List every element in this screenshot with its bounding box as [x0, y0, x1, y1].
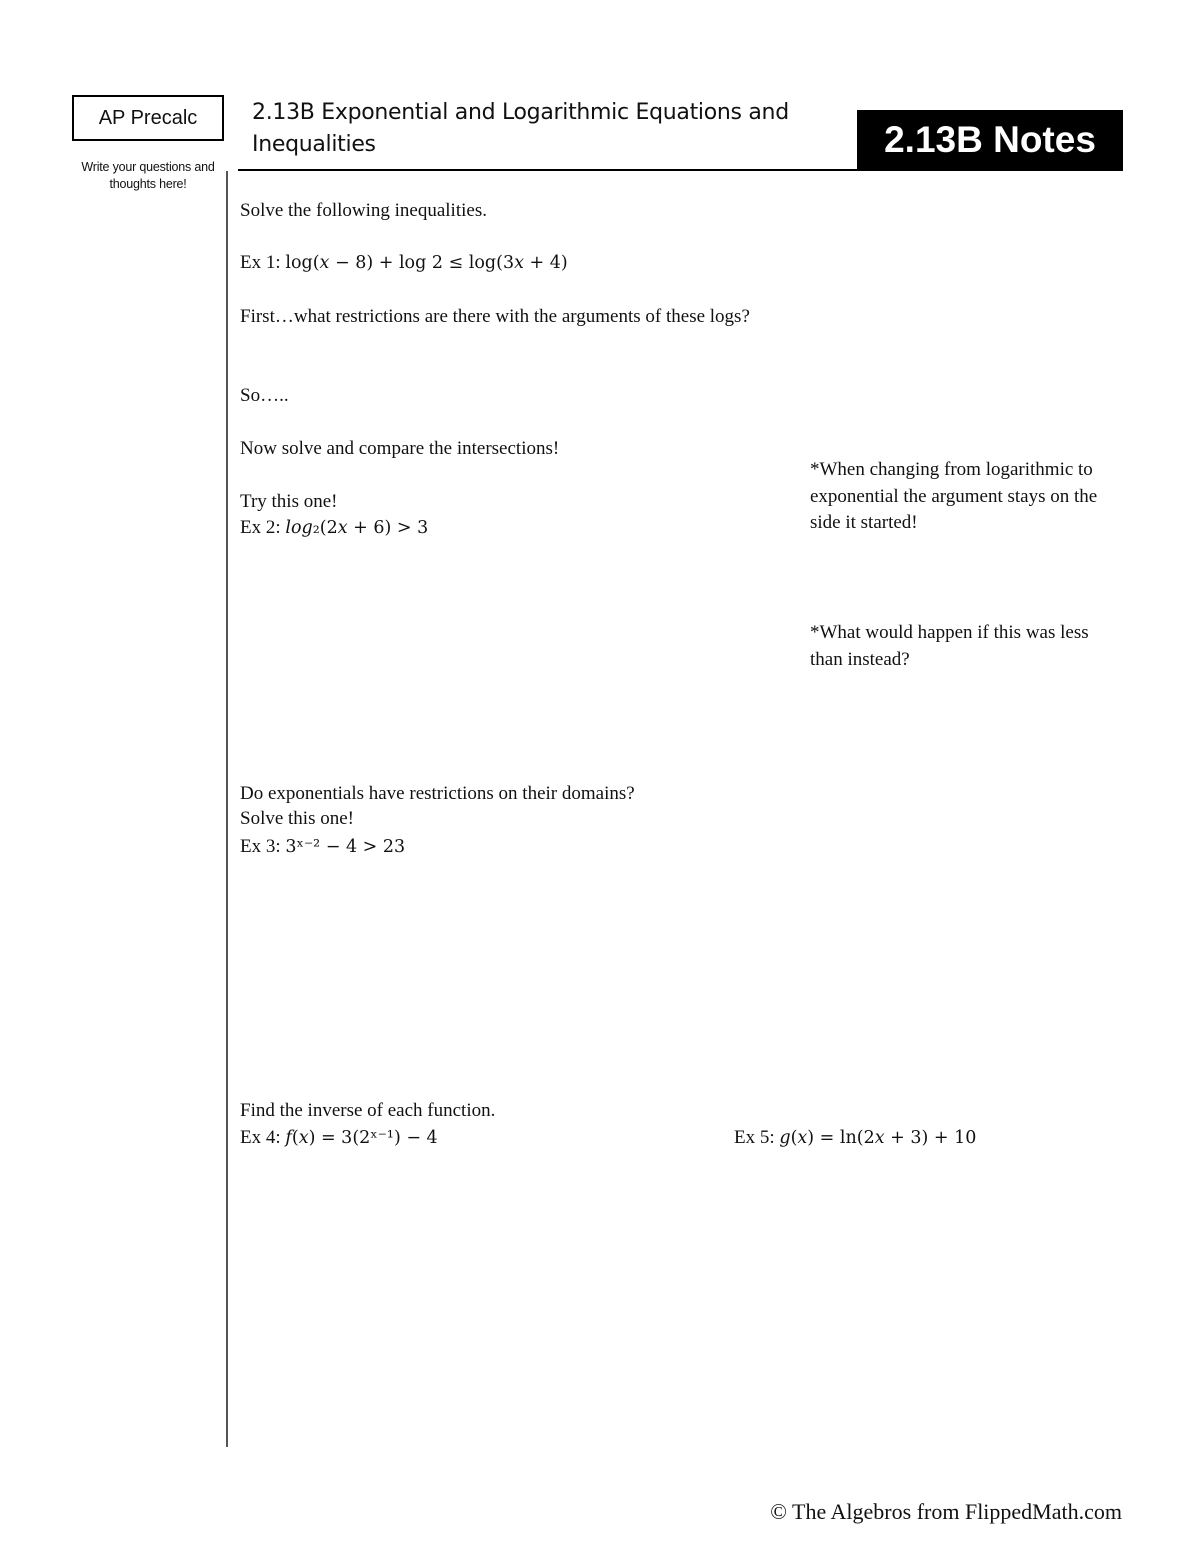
example-4 [240, 1125, 438, 1151]
margin-divider [226, 171, 228, 1447]
notes-badge: 2.13B Notes [857, 110, 1123, 170]
example-3-math: 3ˣ⁻² − 4 > 23 [285, 837, 406, 857]
example-5-math: 𝑔(𝑥) = ln(2𝑥 + 3) + 10 [779, 1128, 977, 1148]
margin-note: Write your questions and thoughts here! [81, 160, 215, 191]
example-3 [240, 834, 405, 860]
example-1-label: Ex 1: [240, 252, 286, 273]
side-note-argument: *When changing from logarithmic to exponential the argument stays on the side it started! [810, 459, 1098, 533]
now-solve-text: Now solve and compare the intersections! [240, 438, 560, 459]
copyright-footer: © The Algebros from FlippedMath.com [770, 1499, 1122, 1524]
header-divider [238, 169, 1123, 171]
example-5-label: Ex 5: [734, 1127, 780, 1148]
restrictions-question: First…what restrictions are there with the arguments of these logs? [240, 306, 750, 327]
example-2-label: Ex 2: [240, 517, 286, 538]
side-note-less-than: *What would happen if this was less than instead? [810, 622, 1089, 670]
solve-this-text: Solve this one! [240, 808, 354, 829]
example-1-math: log(𝑥 − 8) + log 2 ≤ log(3𝑥 + 4) [285, 253, 568, 273]
example-3-label: Ex 3: [240, 836, 286, 857]
example-2-math: 𝑙𝑜𝑔₂(2𝑥 + 6) > 3 [285, 518, 429, 538]
example-4-label: Ex 4: [240, 1127, 286, 1148]
example-4-math: 𝑓(𝑥) = 3(2ˣ⁻¹) − 4 [285, 1128, 438, 1148]
try-this-text: Try this one! [240, 491, 338, 512]
course-label: AP Precalc [72, 95, 224, 141]
so-text: So….. [240, 385, 289, 406]
find-inverse-text: Find the inverse of each function. [240, 1100, 496, 1121]
page-title: 2.13B Exponential and Logarithmic Equations and Inequalities [252, 100, 789, 157]
example-5 [734, 1125, 976, 1151]
intro-text: Solve the following inequalities. [240, 200, 487, 221]
exponential-question: Do exponentials have restrictions on their domains? [240, 783, 635, 804]
example-2 [240, 515, 428, 541]
example-1 [240, 250, 568, 276]
